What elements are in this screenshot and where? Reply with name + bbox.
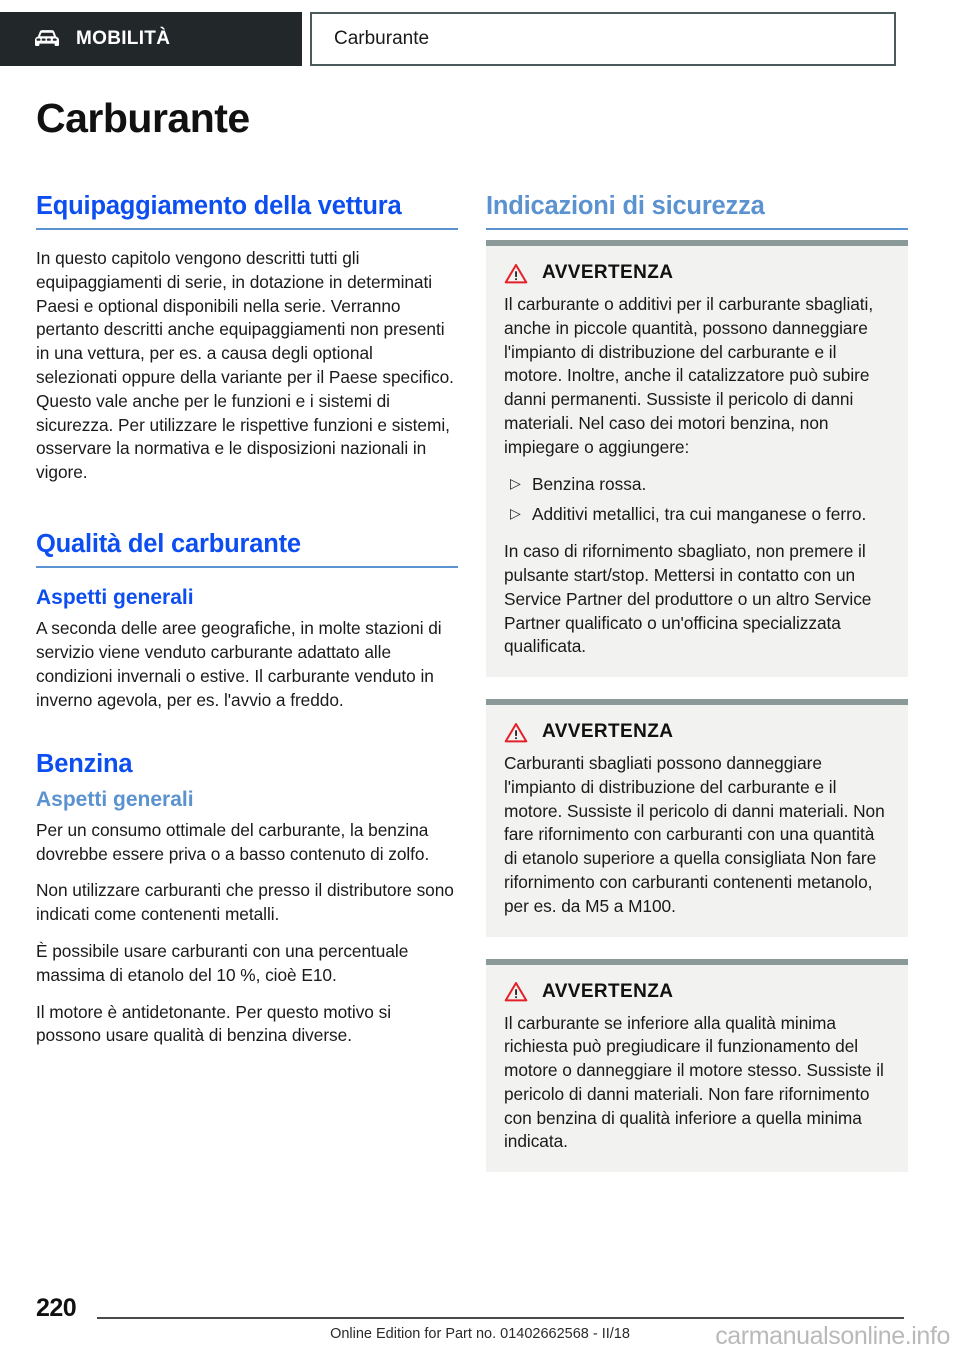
chapter-badge[interactable] <box>0 12 302 66</box>
warning-title: AVVERTENZA <box>542 721 674 743</box>
list-item <box>504 473 890 497</box>
warning-title: AVVERTENZA <box>542 262 674 284</box>
heading-divider <box>486 228 908 230</box>
heading-divider <box>36 566 458 568</box>
paragraph: Carburanti sbagliati possono danneggiare l'impianto di distribuzione del carburante e il motore. Sussiste il pericolo di danni materiali. Non fare rifornimento con carburanti con una quantità di etanolo superiore a quella consigliata Non fare rifornimento con carburanti contenenti metanolo, per es. da M5 a M100. <box>504 753 885 916</box>
warning-spacer <box>486 937 908 959</box>
section-heading-equipaggiamento: Equipaggiamento della vettura <box>36 192 402 220</box>
warning-header <box>504 721 890 743</box>
section-heading-qualita: Qualità del carburante <box>36 529 301 558</box>
left-column <box>36 190 458 1048</box>
section-tab-label: Carburante <box>334 28 430 49</box>
warning-title: AVVERTENZA <box>542 980 674 1002</box>
paragraph: A seconda delle aree geografiche, in molte stazioni di servizio viene venduto carburante adattato alle condizioni invernali o estive. Il carburante venduto in inverno agevola, per es. l'avvio a freddo. <box>36 618 442 710</box>
footer-edition-note: Online Edition for Part no. 01402662568 - II/18 <box>330 1326 630 1342</box>
warning-triangle-icon <box>504 722 528 743</box>
list-item-text: Benzina rossa. <box>532 473 647 494</box>
warning-triangle-icon <box>504 981 528 1002</box>
warning-spacer <box>486 677 908 699</box>
right-column <box>486 190 908 1172</box>
warning-header <box>504 262 890 284</box>
list-item <box>504 503 890 527</box>
warning-header <box>504 981 890 1003</box>
footer-divider <box>97 1317 904 1319</box>
section-tab[interactable] <box>310 12 896 66</box>
page-title: Carburante <box>36 95 250 141</box>
bullet-marker-icon: ▷ <box>510 505 521 522</box>
bullet-marker-icon: ▷ <box>510 474 521 491</box>
warning-triangle-icon <box>504 263 528 284</box>
car-front-icon <box>32 28 62 50</box>
paragraph: È possibile usare carburanti con una percentuale massima di etanolo del 10 %, cioè E10. <box>36 940 409 985</box>
page-number: 220 <box>36 1294 77 1322</box>
paragraph: Il carburante se inferiore alla qualità minima richiesta può pregiudicare il funzionamento del motore o danneggiare il motore stesso. Sussiste il pericolo di danni materiali. Non fare rifornimento con benzina di qualità inferiore a quella minima indicata. <box>504 1012 884 1152</box>
paragraph: Non utilizzare carburanti che presso il distributore sono indicati come contenenti metalli. <box>36 880 454 925</box>
page-header <box>0 12 960 66</box>
warning-box <box>486 246 908 677</box>
list-item-text: Additivi metallici, tra cui manganese o ferro. <box>532 504 867 525</box>
warning-box <box>486 705 908 936</box>
paragraph: In questo capitolo vengono descritti tutti gli equipaggiamenti di serie, in dotazione in determinati Paesi e optional disponibili nella serie. Verranno pertanto descritti anche equipaggiamenti non presenti in una vettura, per es. a causa degli optional selezionati oppure della variante per il Paese specifico. Questo vale anche per le funzioni e i sistemi di sicurezza. Per utilizzare le rispettive funzioni e sistemi, osservare la normativa e le disposizioni nazionali in vigore. <box>36 248 454 483</box>
warning-box <box>486 965 908 1173</box>
watermark: carmanualsonline.info <box>715 1322 950 1350</box>
paragraph: Il carburante o additivi per il carburante sbagliati, anche in piccole quantità, possono danneggiare l'impianto di distribuzione del carburante e il motore. Inoltre, anche il catalizzatore può subire danni permanenti. Sussiste il pericolo di danni materiali. Nel caso dei motori benzina, non impiegare o aggiungere: <box>504 294 874 457</box>
section-heading-indicazioni-sicurezza: Indicazioni di sicurezza <box>486 192 765 220</box>
paragraph: Il motore è antidetonante. Per questo motivo si possono usare qualità di benzina diverse. <box>36 1001 391 1046</box>
warning-bullet-list <box>504 473 890 528</box>
heading-divider <box>36 228 458 230</box>
section-spacer <box>36 498 458 528</box>
page-footer <box>0 1284 960 1362</box>
chapter-label: MOBILITÀ <box>76 28 171 49</box>
section-spacer <box>36 725 458 748</box>
subsection-heading-aspetti-generali-1: Aspetti generali <box>36 586 194 610</box>
subsection-heading-aspetti-generali-2: Aspetti generali <box>36 787 194 811</box>
section-heading-benzina: Benzina <box>36 750 133 779</box>
paragraph: Per un consumo ottimale del carburante, la benzina dovrebbe essere priva o a basso contenuto di zolfo. <box>36 819 430 864</box>
paragraph: In caso di rifornimento sbagliato, non premere il pulsante start/stop. Mettersi in contatto con un Service Partner del produttore o un altro Service Partner qualificato o un'officina specializzata qualificata. <box>504 541 872 657</box>
